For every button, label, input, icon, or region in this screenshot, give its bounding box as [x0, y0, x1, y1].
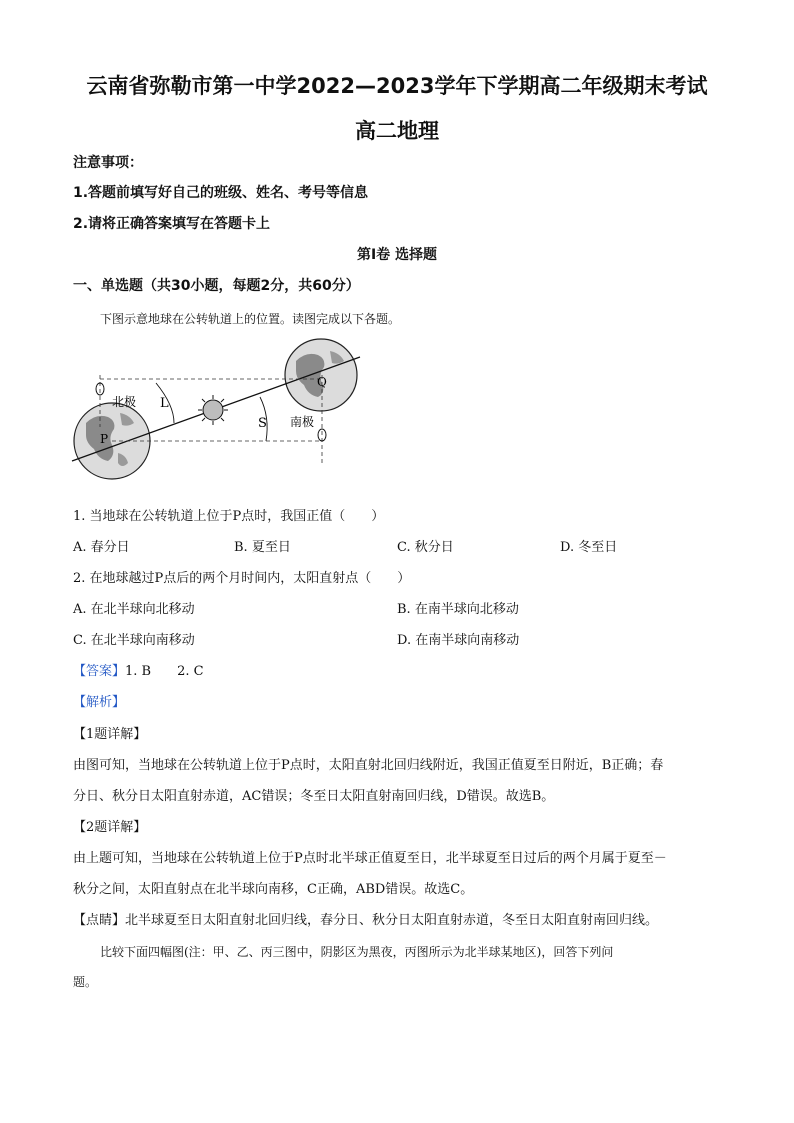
tip-text: 北半球夏至日太阳直射北回归线，春分日、秋分日太阳直射赤道，冬至日太阳直射南回归线。: [125, 913, 659, 928]
tip-line: [73, 909, 658, 928]
label-north-pole: 北极: [112, 395, 137, 409]
q2-option-c: C. 在北半球向南移动: [73, 633, 195, 648]
label-S: S: [258, 416, 267, 431]
q1-option-b: B. 夏至日: [234, 540, 291, 555]
notes-heading: 注意事项：: [73, 155, 143, 171]
question-2-stem: 2. 在地球越过P点后的两个月时间内，太阳直射点（ ）: [73, 571, 411, 586]
detail-2-line-2: 秋分之间，太阳直射点在北半球向南移，C正确，ABD错误。故选C。: [73, 882, 474, 897]
exam-subtitle: 高二地理: [355, 119, 439, 143]
question-intro-1: 下图示意地球在公转轨道上的位置。读图完成以下各题。: [100, 312, 401, 326]
exam-title: 云南省弥勒市第一中学2022—2023学年下学期高二年级期末考试: [86, 74, 708, 98]
label-L: L: [160, 396, 169, 411]
notes-item-1: 1.答题前填写好自己的班级、姓名、考号等信息: [73, 185, 369, 201]
detail-1-tag: 【1题详解】: [73, 727, 147, 742]
label-Q: Q: [317, 375, 327, 389]
q2-option-b: B. 在南半球向北移动: [397, 602, 519, 617]
q2-option-d: D. 在南半球向南移动: [397, 633, 520, 648]
detail-2-line-1: 由上题可知，当地球在公转轨道上位于P点时北半球正值夏至日，北半球夏至日过后的两个月属于夏至－: [73, 851, 667, 866]
notes-item-2: 2.请将正确答案填写在答题卡上: [73, 216, 271, 232]
tip-tag: 【点睛】: [73, 913, 126, 928]
q1-option-d: D. 冬至日: [560, 540, 618, 555]
q1-option-c: C. 秋分日: [397, 540, 454, 555]
answer-text: 1. B 2. C: [125, 664, 204, 679]
question-1-stem: 1. 当地球在公转轨道上位于P点时，我国正值（ ）: [73, 509, 385, 524]
sun-icon: [198, 395, 228, 425]
question-intro-2-line-2: 题。: [73, 975, 98, 989]
label-south-pole: 南极: [290, 415, 315, 429]
label-P: P: [100, 432, 109, 446]
detail-1-line-1: 由图可知，当地球在公转轨道上位于P点时，太阳直射北回归线附近，我国正值夏至日附近，B正确；春: [73, 758, 664, 773]
q2-option-a: A. 在北半球向北移动: [73, 602, 195, 617]
section-title: 第Ⅰ卷 选择题: [356, 247, 438, 263]
analysis-tag: 【解析】: [73, 695, 126, 710]
question-intro-2-line-1: 比较下面四幅图(注：甲、乙、丙三图中，阴影区为黑夜，丙图所示为北半球某地区)，回答下列问: [100, 945, 614, 959]
q1-option-a: A. 春分日: [73, 540, 130, 555]
answer-tag: 【答案】: [73, 664, 126, 679]
section-part: 一、单选题（共30小题，每题2分，共60分）: [73, 278, 360, 294]
earth-orbit-figure: [60, 335, 380, 495]
detail-2-tag: 【2题详解】: [73, 820, 147, 835]
detail-1-line-2: 分日、秋分日太阳直射赤道，AC错误；冬至日太阳直射南回归线，D错误。故选B。: [73, 789, 555, 804]
answer-line: [73, 660, 204, 679]
